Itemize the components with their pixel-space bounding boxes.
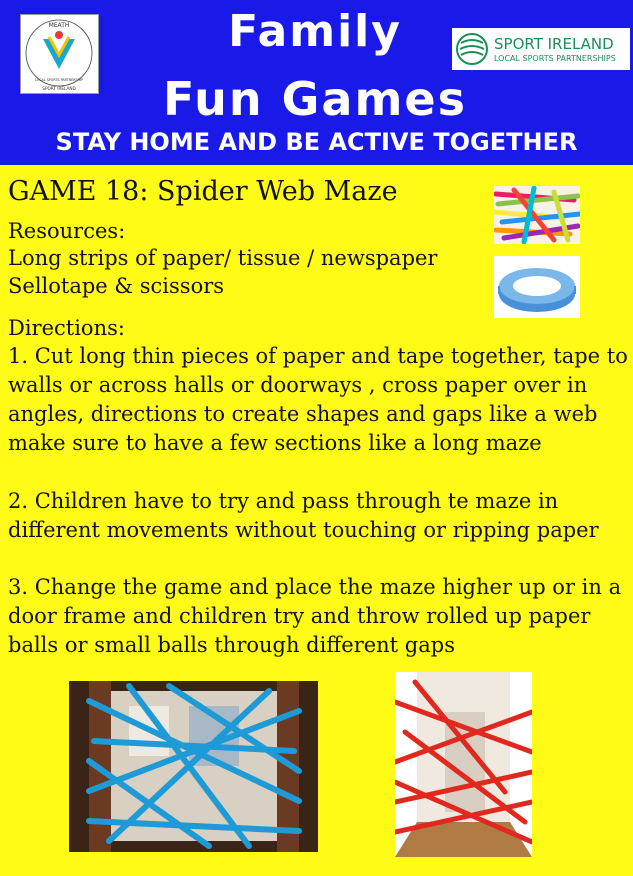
game-title: GAME 18: Spider Web Maze [8,176,398,207]
direction-line: balls or small balls through different gaps [8,633,455,657]
blue-web-photo [69,681,318,852]
meath-lsp-logo [20,14,99,94]
directions-heading: Directions: [8,316,125,340]
tagline: STAY HOME AND BE ACTIVE TOGETHER [55,128,578,156]
tape-roll-image [494,256,580,318]
resources-heading: Resources: [8,219,126,243]
direction-line: make sure to have a few sections like a long maze [8,431,542,455]
header-banner [0,0,633,165]
meath-logo-bottom-text: SPORT IRELAND [42,86,76,91]
sport-ireland-sub: LOCAL SPORTS PARTNERSHIPS [494,54,616,63]
red-web-photo [395,672,532,857]
direction-line: angles, directions to create shapes and gaps like a web [8,402,598,426]
sport-ireland-logo [452,28,630,70]
paper-strips-image [494,186,580,244]
direction-line: 2. Children have to try and pass through te maze in [8,489,559,513]
resource-item: Sellotape & scissors [8,274,225,298]
resource-item: Long strips of paper/ tissue / newspaper [8,246,438,270]
sport-ireland-name: SPORT IRELAND [494,35,614,53]
direction-line: walls or across halls or doorways , cross paper over in [8,373,588,397]
meath-logo-top-text: MEATH [48,22,70,29]
direction-line: door frame and children try and throw rolled up paper [8,604,591,628]
direction-line: 1. Cut long thin pieces of paper and tape together, tape to [8,344,628,368]
direction-line: 3. Change the game and place the maze higher up or in a [8,575,622,599]
direction-line: different movements without touching or ripping paper [8,518,599,542]
meath-logo-ring-text: LOCAL SPORTS PARTNERSHIP [34,78,84,82]
title-line-2: Fun Games [163,72,467,126]
title-line-1: Family [228,6,402,57]
